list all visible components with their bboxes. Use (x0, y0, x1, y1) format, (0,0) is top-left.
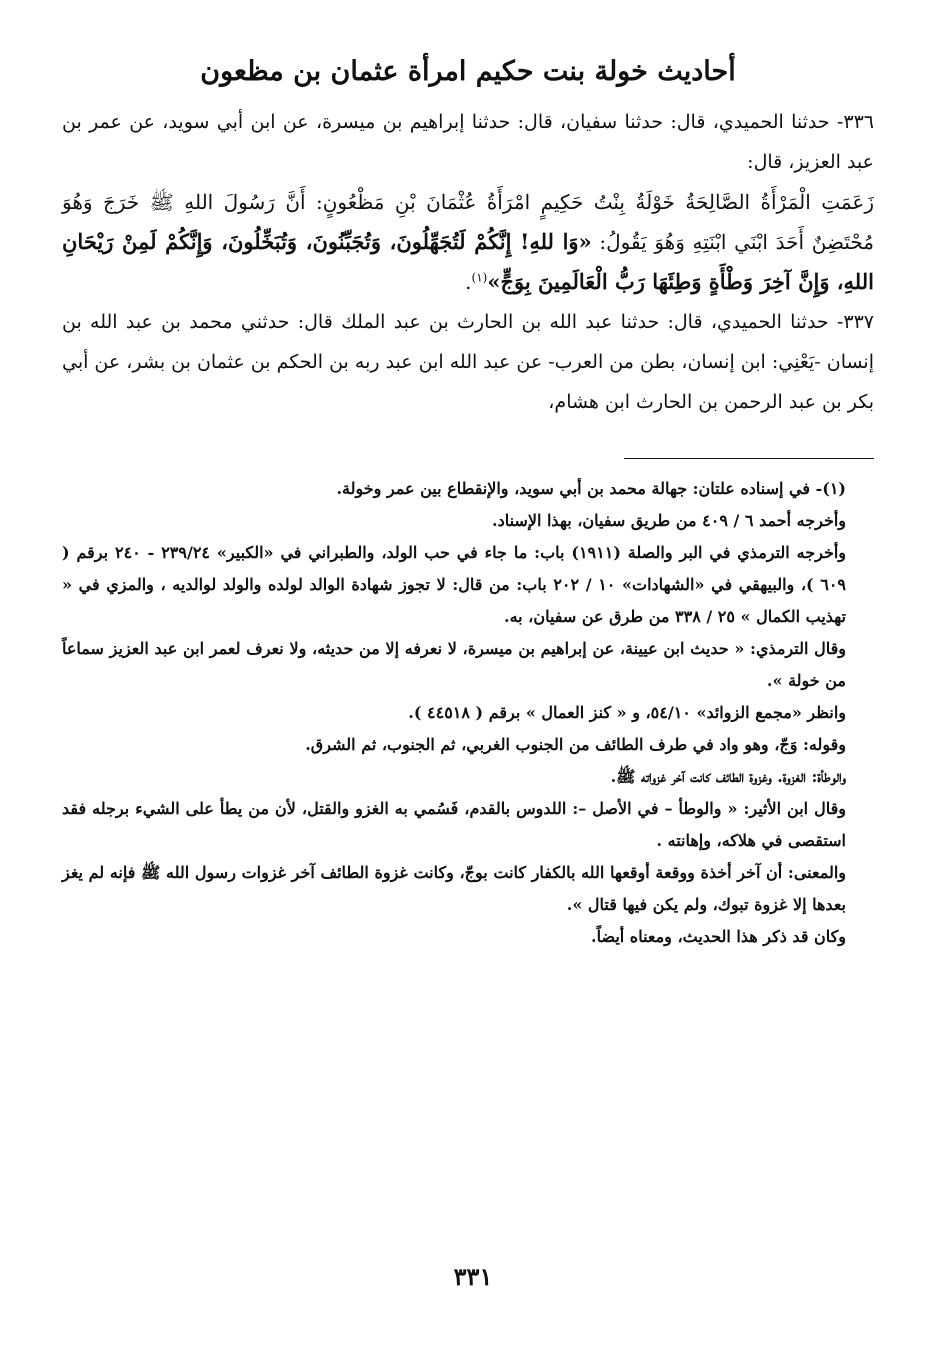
footnote-line: (١)- في إسناده علتان: جهالة محمد بن أبي سويد، والإنقطاع بين عمر وخولة. (336, 479, 846, 498)
footnote-line: وانظر «مجمع الزوائد» ٥٤/١٠، و « كنز العمال » برقم ( ٤٤٥١٨ ). (408, 703, 846, 722)
footnote-separator (624, 458, 874, 459)
main-text (62, 102, 874, 422)
hadith-336-text (62, 182, 874, 302)
footnote-line: وأخرجه أحمد ٦ / ٤٠٩ من طريق سفيان، بهذا الإسناد. (492, 511, 846, 530)
hadith-336-text-intro: زَعَمَتِ الْمَرْأَةُ الصَّالِحَةُ خَوْلَةُ بِنْتُ حَكِيمٍ امْرَأَةُ عُثْمَانَ بْنِ مَظْعُونٍ: أَنَّ رَسُولَ اللهِ ﷺ خَرَجَ وَهُوَ مُحْتَضِنٌ أَحَدَ ابْنَي ابْنَتِهِ وَهُوَ يَقُولُ: (62, 190, 874, 254)
footnote-line: والوطأة: الغزوة. وغزوة الطائف كانت آخر غزواته ﷺ. (610, 767, 846, 786)
hadith-337-isnad: ٣٣٧- حدثنا الحميدي، قال: حدثنا عبد الله بن الحارث بن عبد الملك قال: حدثني محمد بن عبد الله بن إنسان -يَعْنِي: ابن إنسان، بطن من العرب- عن عبد الله ابن عبد ربه بن الحكم بن عثمان بن بشر، عن أبي بكر بن عبد الرحمن بن الحارث ابن هشام، (61, 311, 874, 413)
page-number: ٣٣١ (453, 1262, 493, 1291)
footnote-line: والمعنى: أن آخر أخذة ووقعة أوقعها الله بالكفار كانت بوجّ، وكانت غزوة الطائف آخر غزوات رسول الله ﷺ فإنه لم يغز بعدها إلا غزوة تبوك، ولم يكن فيها قتال ». (62, 863, 846, 914)
footnote-line: وكان قد ذكر هذا الحديث، ومعناه أيضاً. (591, 927, 846, 946)
footnote-line: وقال الترمذي: « حديث ابن عيينة، عن إبراهيم بن ميسرة، لا نعرفه إلا من حديثه، ولا نعرف لعمر ابن عبد العزيز سماعاً من خولة ». (62, 639, 846, 690)
hadith-336-end: . (465, 270, 472, 294)
footnotes (62, 473, 874, 953)
page (62, 52, 874, 953)
footnote-line: وأخرجه الترمذي في البر والصلة (١٩١١) باب: ما جاء في حب الولد، والطبراني في «الكبير» ٢٣٩/٢٤ - ٢٤٠ برقم ( ٦٠٩ )، والبيهقي في «الشهادات» ١٠ / ٢٠٢ باب: من قال: لا تجوز شهادة الوالد لولده والولد لوالديه ، والمزي في « تهذيب الكمال » ٢٥ / ٣٣٨ من طرق عن سفيان، به. (62, 543, 847, 626)
footnote-marker: (١) (471, 270, 488, 285)
hadith-336-isnad: ٣٣٦- حدثنا الحميدي، قال: حدثنا سفيان، قال: حدثنا إبراهيم بن ميسرة، عن ابن أبي سويد، عن عمر بن عبد العزيز، قال: (62, 111, 874, 173)
page-title: أحاديث خولة بنت حكيم امرأة عثمان بن مظعون (200, 56, 736, 87)
footnote-line: وقوله: وَجّ، وهو واد في طرف الطائف من الجنوب الغربي، ثم الجنوب، ثم الشرق. (305, 735, 846, 754)
hadith-336-quote: «وَا للهِ! إِنَّكُمْ لَتُجَهِّلُونَ، وَتُجَبِّنُونَ، وَتُبَخِّلُونَ، وَإِنَّكُمْ لَمِنْ رَيْحَانِ اللهِ، وَإِنَّ آخِرَ وَطْأَةٍ وَطِئَهَا رَبُّ الْعَالَمِينَ بِوَجٍّ» (62, 229, 874, 294)
footnote-line: وقال ابن الأثير: « والوطأ – في الأصل –: اللدوس بالقدم، فَسُمي به الغزو والقتل، لأن من يطأ على الشيء برجله فقد استقصى في هلاكه، وإهانته . (62, 799, 846, 850)
